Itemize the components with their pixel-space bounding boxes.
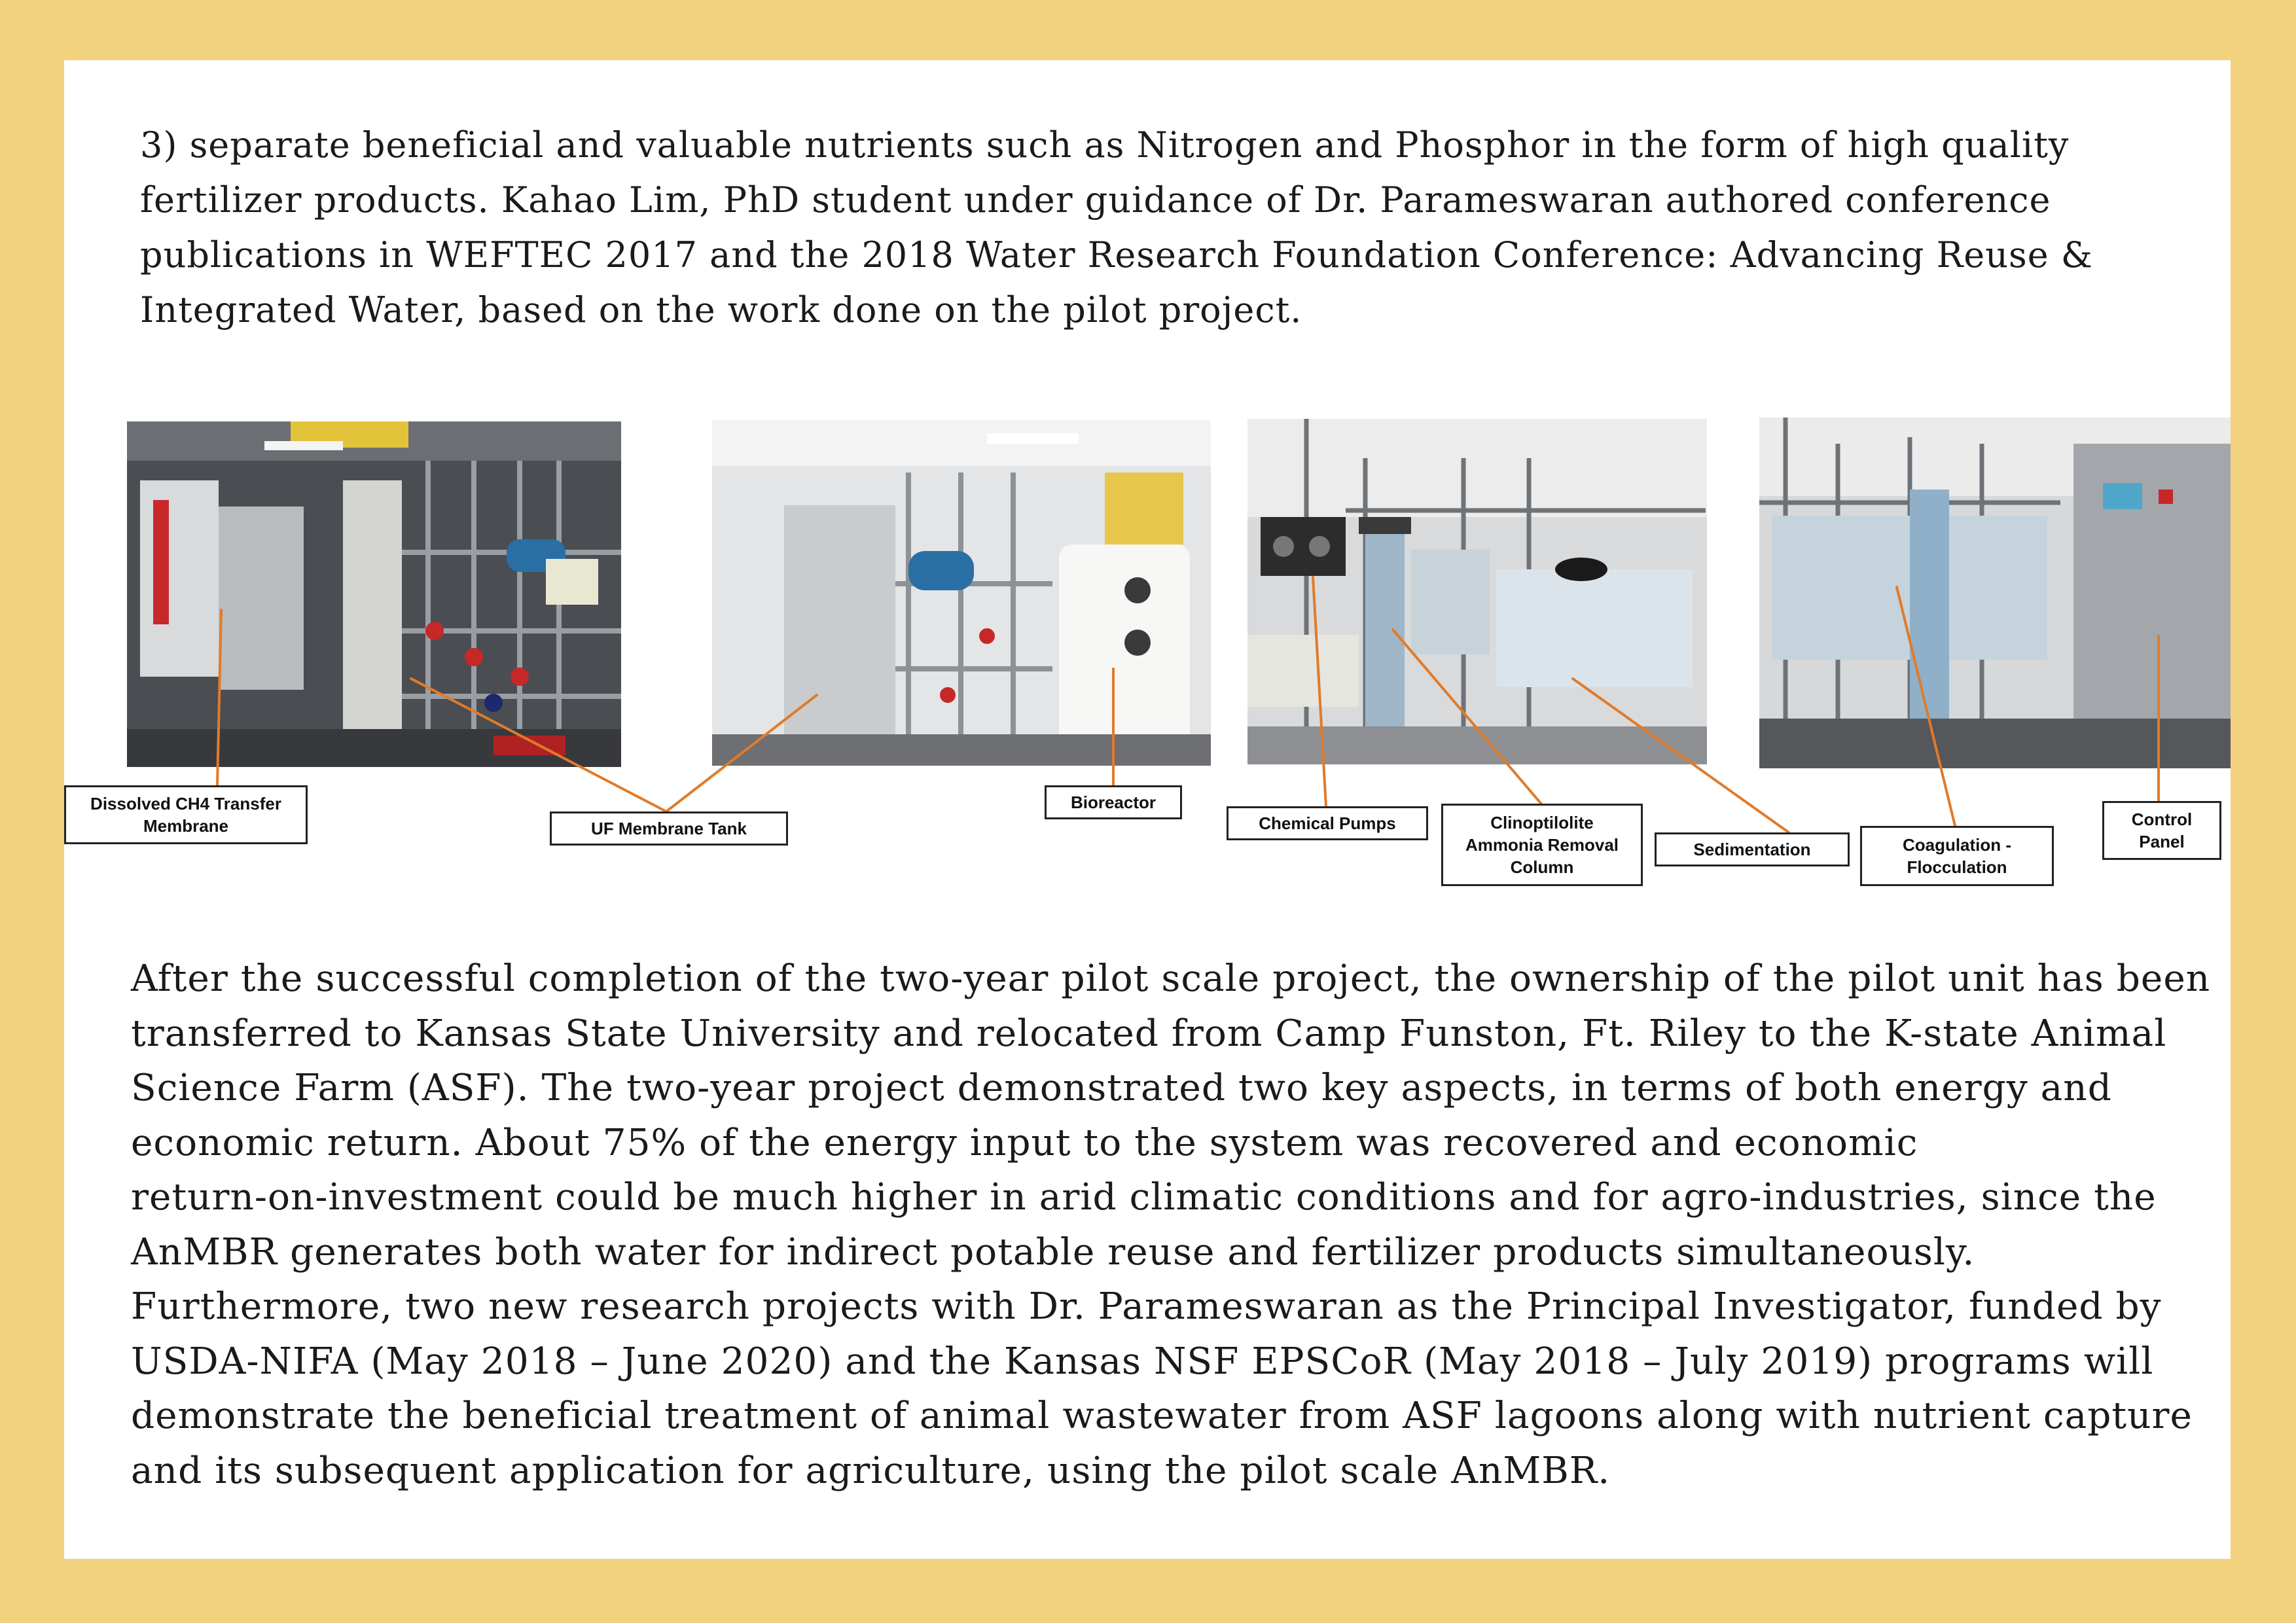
label-line: Panel	[2139, 832, 2185, 851]
label-line: Bioreactor	[1070, 793, 1157, 812]
paragraph-line: economic return. About 75% of the energy input to the system was recovered and economic	[131, 1121, 1918, 1164]
label-line: Clinoptilolite	[1490, 813, 1594, 832]
bottom-paragraph	[131, 952, 2219, 1498]
label-line: Chemical Pumps	[1259, 813, 1396, 833]
paragraph-line: return-on-investment could be much higher in arid climatic conditions and for agro-industries, since the	[131, 1176, 2157, 1219]
label-control-panel	[2102, 801, 2221, 860]
label-line: UF Membrane Tank	[591, 819, 747, 838]
label-sedimentation	[1655, 832, 1850, 866]
photo-coagulation-control-panel	[1759, 418, 2231, 768]
label-line: Ammonia Removal	[1465, 835, 1619, 855]
label-line: Control	[2131, 810, 2193, 829]
photo-methane-membrane-skid	[127, 421, 621, 767]
paragraph-line: AnMBR generates both water for indirect potable reuse and fertilizer products simultaneously.	[131, 1230, 1975, 1274]
paragraph-line: transferred to Kansas State University and relocated from Camp Funston, Ft. Riley to the K-state Animal	[131, 1012, 2167, 1055]
label-dissolved-ch4-membrane	[64, 785, 308, 844]
label-line: Membrane	[143, 816, 229, 836]
label-line: Dissolved CH4 Transfer	[90, 794, 281, 813]
label-chemical-pumps	[1227, 806, 1428, 840]
photo-nutrient-recovery-units	[1247, 419, 1707, 764]
label-coagulation-flocculation	[1860, 826, 2054, 886]
paragraph-line: publications in WEFTEC 2017 and the 2018 Water Research Foundation Conference: Advancing Reuse &	[140, 234, 2093, 276]
paragraph-line: USDA-NIFA (May 2018 – June 2020) and the Kansas NSF EPSCoR (May 2018 – July 2019) programs will	[131, 1340, 2154, 1383]
label-line: Coagulation -	[1902, 835, 2012, 855]
label-line: Column	[1510, 857, 1574, 877]
paragraph-line: 3) separate beneficial and valuable nutrients such as Nitrogen and Phosphor in the form of high quality	[140, 124, 2070, 166]
paragraph-line: Science Farm (ASF). The two-year project demonstrated two key aspects, in terms of both energy and	[131, 1067, 2112, 1109]
label-clinoptilolite-column	[1441, 804, 1643, 886]
paragraph-line: fertilizer products. Kahao Lim, PhD student under guidance of Dr. Parameswaran authored conference	[140, 179, 2051, 221]
paragraph-line: demonstrate the beneficial treatment of animal wastewater from ASF lagoons along with nutrient capture	[131, 1395, 2193, 1437]
paragraph-line: and its subsequent application for agriculture, using the pilot scale AnMBR.	[131, 1449, 1611, 1492]
paragraph-line: Furthermore, two new research projects with Dr. Parameswaran as the Principal Investigator, funded by	[131, 1285, 2162, 1328]
top-paragraph	[140, 118, 2195, 338]
label-bioreactor	[1045, 785, 1182, 819]
document-page	[64, 60, 2231, 1559]
label-uf-membrane-tank	[550, 812, 788, 846]
label-line: Flocculation	[1907, 857, 2007, 877]
paragraph-line: Integrated Water, based on the work done on the pilot project.	[140, 289, 1302, 330]
paragraph-line: After the successful completion of the two-year pilot scale project, the ownership of the pilot unit has been	[131, 957, 2211, 1000]
photo-uf-tank-bioreactor	[712, 420, 1211, 766]
label-line: Sedimentation	[1693, 840, 1811, 859]
